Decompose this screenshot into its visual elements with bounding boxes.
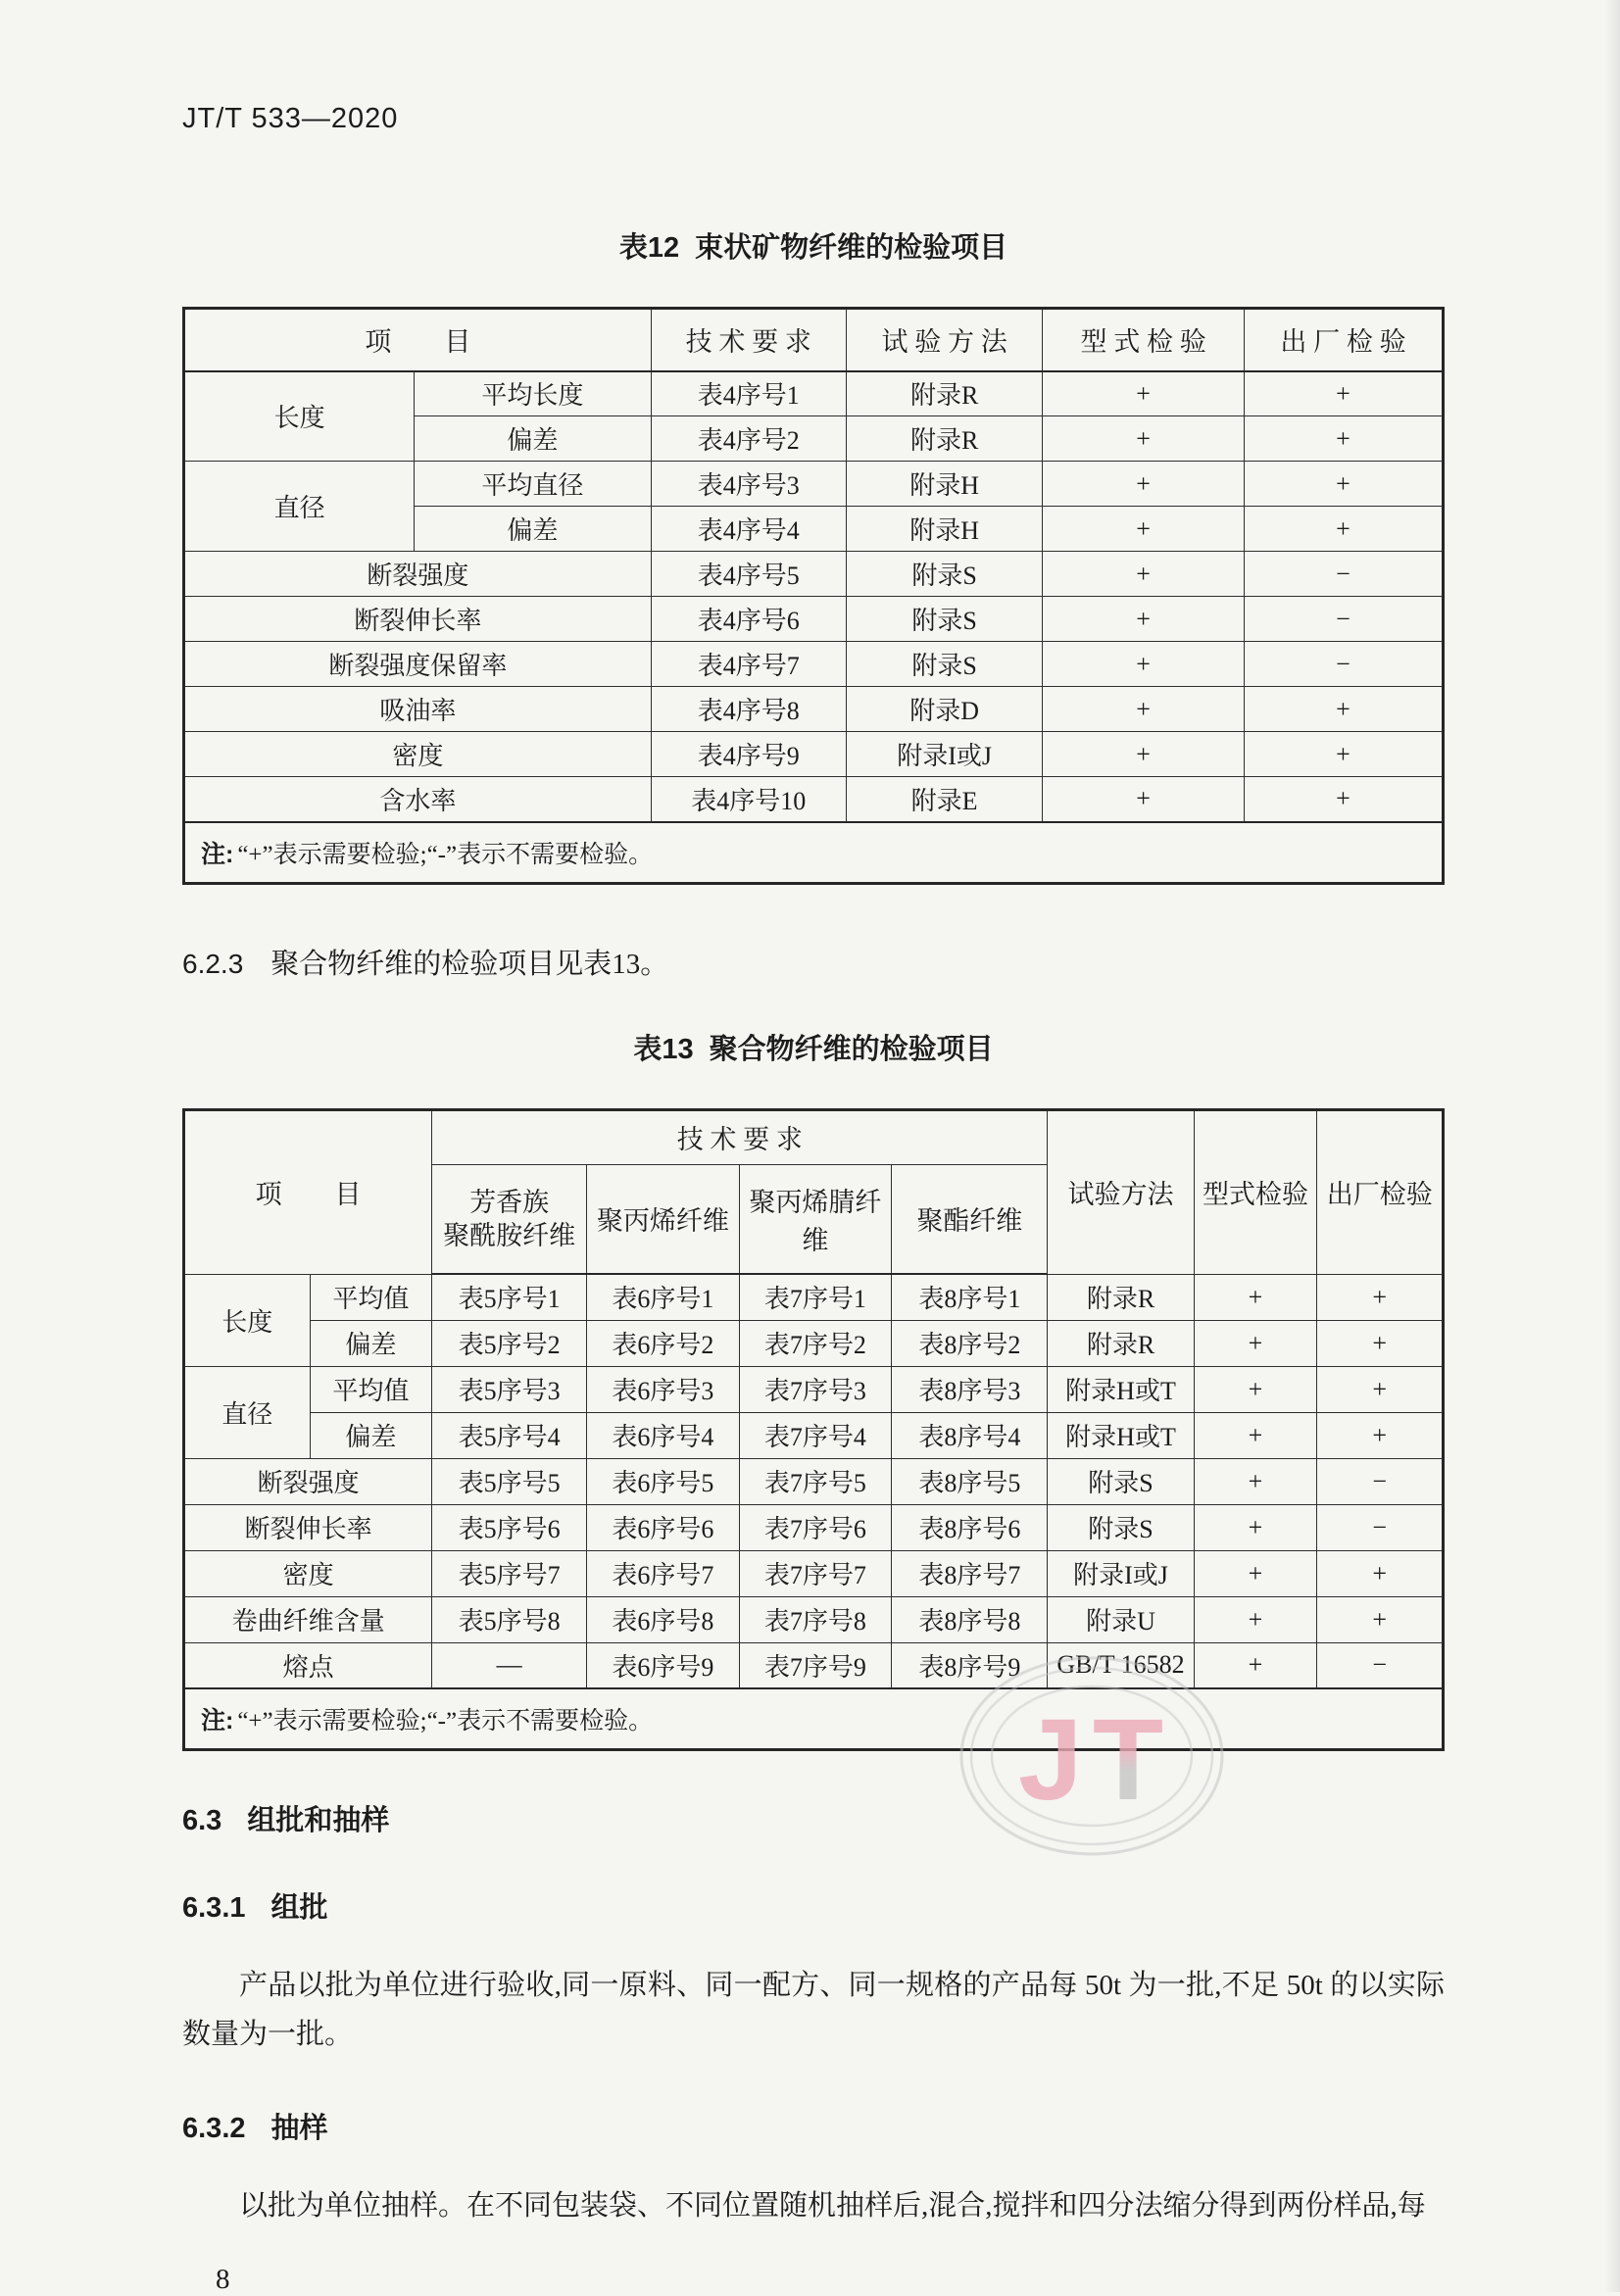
cell: +	[1194, 1550, 1317, 1596]
cell: +	[1317, 1550, 1444, 1596]
cell: +	[1244, 687, 1443, 732]
cell: 表4序号10	[651, 777, 846, 822]
cell: +	[1043, 597, 1245, 642]
cell: 表7序号3	[739, 1366, 891, 1412]
cell: 附录R	[846, 371, 1042, 416]
note-text: “+”表示需要检验;“-”表示不需要检验。	[237, 841, 654, 868]
column-header: 项 目	[184, 309, 652, 371]
table-note-row	[184, 1688, 1444, 1750]
table13-caption-title: 聚合物纤维的检验项目	[709, 1033, 994, 1065]
page-content	[182, 103, 1445, 2296]
cell: +	[1244, 371, 1443, 416]
cell: 吸油率	[184, 687, 652, 732]
cell: +	[1194, 1642, 1317, 1688]
cell: 表8序号5	[892, 1458, 1048, 1504]
cell: 表5序号6	[432, 1504, 587, 1550]
note-label: 注:	[201, 1707, 234, 1734]
cell: +	[1043, 462, 1245, 507]
cell: 断裂强度	[184, 1458, 432, 1504]
column-header: 聚丙烯腈纤维	[739, 1164, 891, 1274]
cell: 附录S	[1048, 1504, 1194, 1550]
row-group-cell: 长度	[184, 1274, 311, 1366]
table-row	[184, 1320, 1444, 1366]
cell: +	[1194, 1504, 1317, 1550]
cell: 表4序号6	[651, 597, 846, 642]
heading-title: 抽样	[270, 2113, 328, 2144]
heading-number: 6.3.2	[182, 2113, 246, 2144]
table13-caption	[182, 1027, 1445, 1067]
cell: 断裂伸长率	[184, 597, 652, 642]
table-row	[184, 552, 1444, 597]
cell: 表8序号4	[892, 1412, 1048, 1458]
cell: 偏差	[310, 1320, 432, 1366]
cell: +	[1043, 777, 1245, 822]
column-header: 聚酯纤维	[892, 1164, 1048, 1274]
cell: 附录H或T	[1048, 1412, 1194, 1458]
heading-6-3-1	[182, 1885, 1445, 1926]
page-number: 8	[216, 2264, 230, 2295]
cell: 表6序号9	[587, 1642, 739, 1688]
table-row	[184, 777, 1444, 822]
stamp-letter-t: T	[1093, 1695, 1164, 1825]
cell: −	[1244, 597, 1443, 642]
cell: 表8序号1	[892, 1274, 1048, 1320]
cell: +	[1244, 462, 1443, 507]
table12-caption-label: 表12	[618, 232, 680, 264]
row-group-cell: 长度	[184, 371, 415, 462]
table-note	[184, 1688, 1444, 1750]
cell: 表5序号1	[432, 1274, 587, 1320]
table12-caption-title: 束状矿物纤维的检验项目	[695, 232, 1008, 264]
cell: +	[1194, 1458, 1317, 1504]
paragraph-6-3-2: 以批为单位抽样。在不同包装袋、不同位置随机抽样后,混合,搅拌和四分法缩分得到两份样品,每	[239, 2190, 1426, 2222]
cell: −	[1317, 1642, 1444, 1688]
cell: 表6序号8	[587, 1596, 739, 1642]
cell: 偏差	[415, 507, 652, 552]
cell: 附录H	[846, 462, 1042, 507]
cell: +	[1244, 777, 1443, 822]
note-text: “+”表示需要检验;“-”表示不需要检验。	[237, 1708, 654, 1734]
column-header: 项 目	[184, 1109, 432, 1274]
heading-title: 组批和抽样	[247, 1805, 390, 1836]
cell: 表5序号3	[432, 1366, 587, 1412]
cell: 断裂强度	[184, 552, 652, 597]
cell: 表4序号5	[651, 552, 846, 597]
cell: 表5序号4	[432, 1412, 587, 1458]
cell: 附录S	[1048, 1458, 1194, 1504]
cell: 表7序号4	[739, 1412, 891, 1458]
row-group-cell: 直径	[184, 1366, 311, 1458]
cell: 附录R	[1048, 1320, 1194, 1366]
column-header: 技 术 要 求	[432, 1109, 1048, 1164]
table-row	[184, 1458, 1444, 1504]
cell: 表6序号7	[587, 1550, 739, 1596]
cell: 表7序号8	[739, 1596, 891, 1642]
cell: +	[1317, 1412, 1444, 1458]
cell: 附录R	[1048, 1274, 1194, 1320]
table-header-row	[184, 309, 1444, 371]
cell: +	[1194, 1274, 1317, 1320]
table-row	[184, 462, 1444, 507]
cell: +	[1317, 1366, 1444, 1412]
table-row	[184, 1366, 1444, 1412]
table-row	[184, 642, 1444, 687]
cell: −	[1317, 1504, 1444, 1550]
cell: 表8序号6	[892, 1504, 1048, 1550]
cell: 平均值	[310, 1274, 432, 1320]
cell: 表4序号4	[651, 507, 846, 552]
cell: +	[1244, 732, 1443, 777]
table-row	[184, 732, 1444, 777]
cell: 表4序号3	[651, 462, 846, 507]
table12-caption	[182, 225, 1445, 266]
column-header: 芳香族 聚酰胺纤维	[432, 1164, 587, 1274]
cell: 表8序号8	[892, 1596, 1048, 1642]
cell: 附录I或J	[1048, 1550, 1194, 1596]
row-group-cell: 直径	[184, 462, 415, 552]
cell: 密度	[184, 1550, 432, 1596]
cell: 平均长度	[415, 371, 652, 416]
cell: 附录S	[846, 642, 1042, 687]
cell: 表4序号9	[651, 732, 846, 777]
cell: +	[1043, 371, 1245, 416]
paragraph-6-3-1: 产品以批为单位进行验收,同一原料、同一配方、同一规格的产品每 50t 为一批,不足 50t 的以实际数量为一批。	[182, 1970, 1445, 2050]
cell: −	[1244, 552, 1443, 597]
cell: 附录I或J	[846, 732, 1042, 777]
table-row	[184, 687, 1444, 732]
cell: 表5序号2	[432, 1320, 587, 1366]
cell: +	[1043, 732, 1245, 777]
cell: 附录E	[846, 777, 1042, 822]
cell: 表8序号9	[892, 1642, 1048, 1688]
table-row	[184, 1550, 1444, 1596]
column-header: 出厂检验	[1317, 1109, 1444, 1274]
cell: 表6序号4	[587, 1412, 739, 1458]
cell: 附录S	[846, 552, 1042, 597]
table-row	[184, 1412, 1444, 1458]
cell: 卷曲纤维含量	[184, 1596, 432, 1642]
cell: 表6序号3	[587, 1366, 739, 1412]
heading-6-3	[182, 1798, 1445, 1838]
clause-number: 6.2.3	[182, 948, 244, 979]
cell: 偏差	[415, 416, 652, 462]
cell: 表8序号3	[892, 1366, 1048, 1412]
cell: +	[1244, 507, 1443, 552]
cell: 表6序号1	[587, 1274, 739, 1320]
cell: 附录U	[1048, 1596, 1194, 1642]
cell: +	[1043, 507, 1245, 552]
cell: +	[1043, 642, 1245, 687]
cell: 表7序号5	[739, 1458, 891, 1504]
cell: 平均值	[310, 1366, 432, 1412]
cell: 偏差	[310, 1412, 432, 1458]
cell: 表5序号5	[432, 1458, 587, 1504]
cell: +	[1043, 552, 1245, 597]
cell: 表5序号8	[432, 1596, 587, 1642]
table-header-row	[184, 1109, 1444, 1164]
cell: 表7序号7	[739, 1550, 891, 1596]
table-note-row	[184, 822, 1444, 884]
heading-6-3-2	[182, 2106, 1445, 2146]
cell: 密度	[184, 732, 652, 777]
cell: 平均直径	[415, 462, 652, 507]
stamp-letter-j: J	[1018, 1695, 1083, 1825]
note-label: 注:	[201, 840, 234, 868]
table-row	[184, 1274, 1444, 1320]
clause-6-2-3	[182, 942, 1445, 982]
cell: 表7序号1	[739, 1274, 891, 1320]
cell: 含水率	[184, 777, 652, 822]
table-row	[184, 597, 1444, 642]
column-header: 出 厂 检 验	[1244, 309, 1443, 371]
column-header: 型式检验	[1194, 1109, 1317, 1274]
cell: +	[1194, 1366, 1317, 1412]
cell: 断裂强度保留率	[184, 642, 652, 687]
column-header: 试验方法	[1048, 1109, 1194, 1274]
cell: +	[1317, 1320, 1444, 1366]
cell: +	[1043, 416, 1245, 462]
table-row	[184, 1504, 1444, 1550]
cell: +	[1194, 1412, 1317, 1458]
cell: +	[1194, 1596, 1317, 1642]
table13	[182, 1108, 1445, 1752]
column-header: 聚丙烯纤维	[587, 1164, 739, 1274]
cell: −	[1317, 1458, 1444, 1504]
cell: 表8序号7	[892, 1550, 1048, 1596]
column-header: 技 术 要 求	[651, 309, 846, 371]
cell: 附录D	[846, 687, 1042, 732]
cell: +	[1317, 1596, 1444, 1642]
heading-title: 组批	[270, 1892, 328, 1924]
table-row	[184, 371, 1444, 416]
cell: —	[432, 1642, 587, 1688]
cell: 附录H或T	[1048, 1366, 1194, 1412]
table-row	[184, 1596, 1444, 1642]
heading-number: 6.3	[182, 1805, 222, 1836]
cell: 表4序号1	[651, 371, 846, 416]
cell: −	[1244, 642, 1443, 687]
cell: +	[1317, 1274, 1444, 1320]
cell: +	[1244, 416, 1443, 462]
cell: +	[1043, 687, 1245, 732]
doc-number: JT/T 533—2020	[182, 103, 399, 134]
table12	[182, 307, 1445, 885]
clause-text: 聚合物纤维的检验项目见表13。	[270, 948, 669, 980]
cell: 表7序号2	[739, 1320, 891, 1366]
cell: 附录S	[846, 597, 1042, 642]
cell: 表6序号6	[587, 1504, 739, 1550]
table13-caption-label: 表13	[633, 1033, 694, 1065]
cell: 熔点	[184, 1642, 432, 1688]
cell: 表7序号6	[739, 1504, 891, 1550]
cell: 表6序号2	[587, 1320, 739, 1366]
cell: 表8序号2	[892, 1320, 1048, 1366]
table-note	[184, 822, 1444, 884]
cell: 表4序号7	[651, 642, 846, 687]
cell: 表5序号7	[432, 1550, 587, 1596]
cell: 断裂伸长率	[184, 1504, 432, 1550]
cell: +	[1194, 1320, 1317, 1366]
cell: 表6序号5	[587, 1458, 739, 1504]
cell: 表4序号8	[651, 687, 846, 732]
cell: 表4序号2	[651, 416, 846, 462]
column-header: 试 验 方 法	[846, 309, 1042, 371]
heading-number: 6.3.1	[182, 1892, 246, 1924]
cell: GB/T 16582	[1048, 1642, 1194, 1688]
table-row	[184, 1642, 1444, 1688]
cell: 表7序号9	[739, 1642, 891, 1688]
cell: 附录H	[846, 507, 1042, 552]
cell: 附录R	[846, 416, 1042, 462]
column-header: 型 式 检 验	[1043, 309, 1245, 371]
